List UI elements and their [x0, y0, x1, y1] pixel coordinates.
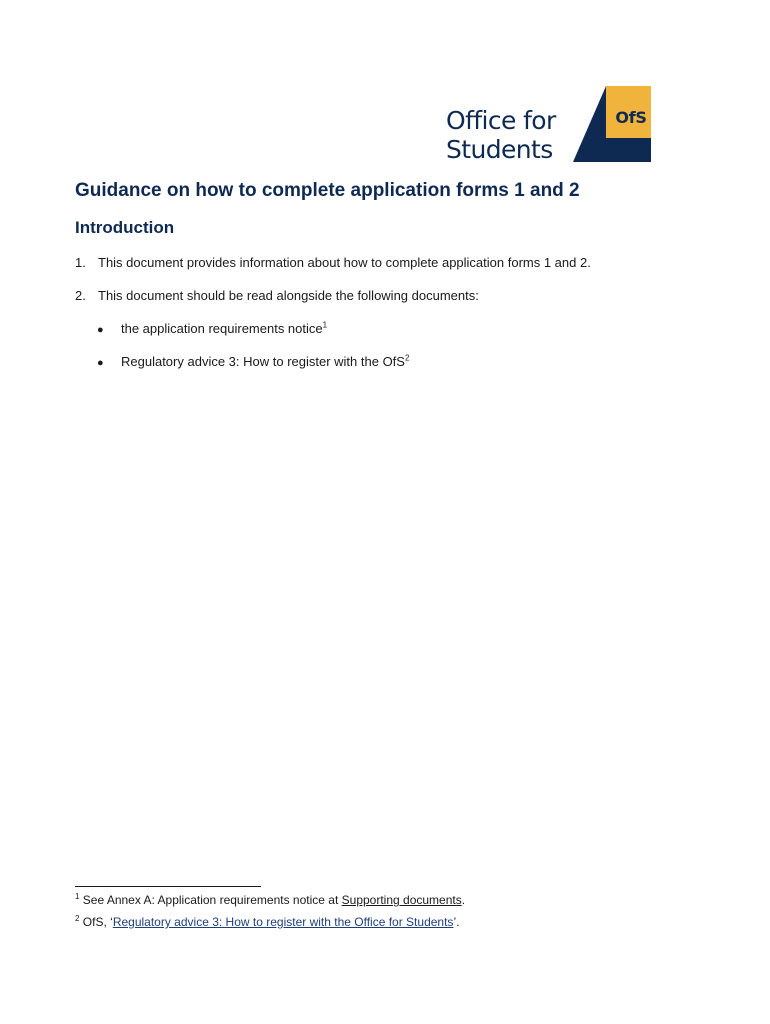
footnote-prefix: OfS, ‘: [82, 915, 113, 929]
bullet-text: Regulatory advice 3: How to register with the OfS: [121, 354, 405, 369]
paragraph-number: 1.: [75, 255, 86, 270]
bullet-item-1: [97, 321, 327, 338]
paragraph-text: This document provides information about how to complete application forms 1 and 2.: [98, 255, 591, 270]
regulatory-advice-link[interactable]: Regulatory advice 3: How to register with the Office for Students: [112, 915, 454, 929]
paragraph-text: This document should be read alongside the following documents:: [98, 288, 479, 303]
paragraph-number: 2.: [75, 288, 86, 303]
footnote-suffix: ’.: [453, 915, 460, 929]
document-title: Guidance on how to complete application forms 1 and 2: [75, 180, 580, 201]
ofs-logo: [446, 86, 652, 164]
paragraph-1: [75, 255, 591, 271]
footnote-2: [75, 915, 459, 930]
bullet-icon: ●: [97, 324, 104, 336]
supporting-documents-link[interactable]: Supporting documents: [341, 893, 462, 907]
footnote-1: [75, 893, 465, 908]
footnote-ref-2[interactable]: 2: [404, 353, 410, 363]
footnote-separator: [75, 886, 261, 887]
logo-mark-label: OfS: [615, 108, 647, 127]
bullet-text: the application requirements notice: [121, 321, 323, 336]
section-heading-introduction: Introduction: [75, 218, 175, 237]
paragraph-2: [75, 288, 479, 304]
logo-line-2: Students: [446, 135, 553, 164]
logo-line-1: Office for: [446, 106, 556, 135]
bullet-icon: ●: [97, 357, 104, 369]
footnote-number: 2: [75, 914, 80, 923]
footnote-suffix: .: [461, 893, 466, 907]
footnote-number: 1: [75, 892, 80, 901]
logo-wordmark: [446, 106, 576, 164]
footnote-prefix: See Annex A: Application requirements notice at: [82, 893, 342, 907]
footnote-ref-1[interactable]: 1: [322, 320, 328, 330]
bullet-item-2: [97, 354, 409, 371]
